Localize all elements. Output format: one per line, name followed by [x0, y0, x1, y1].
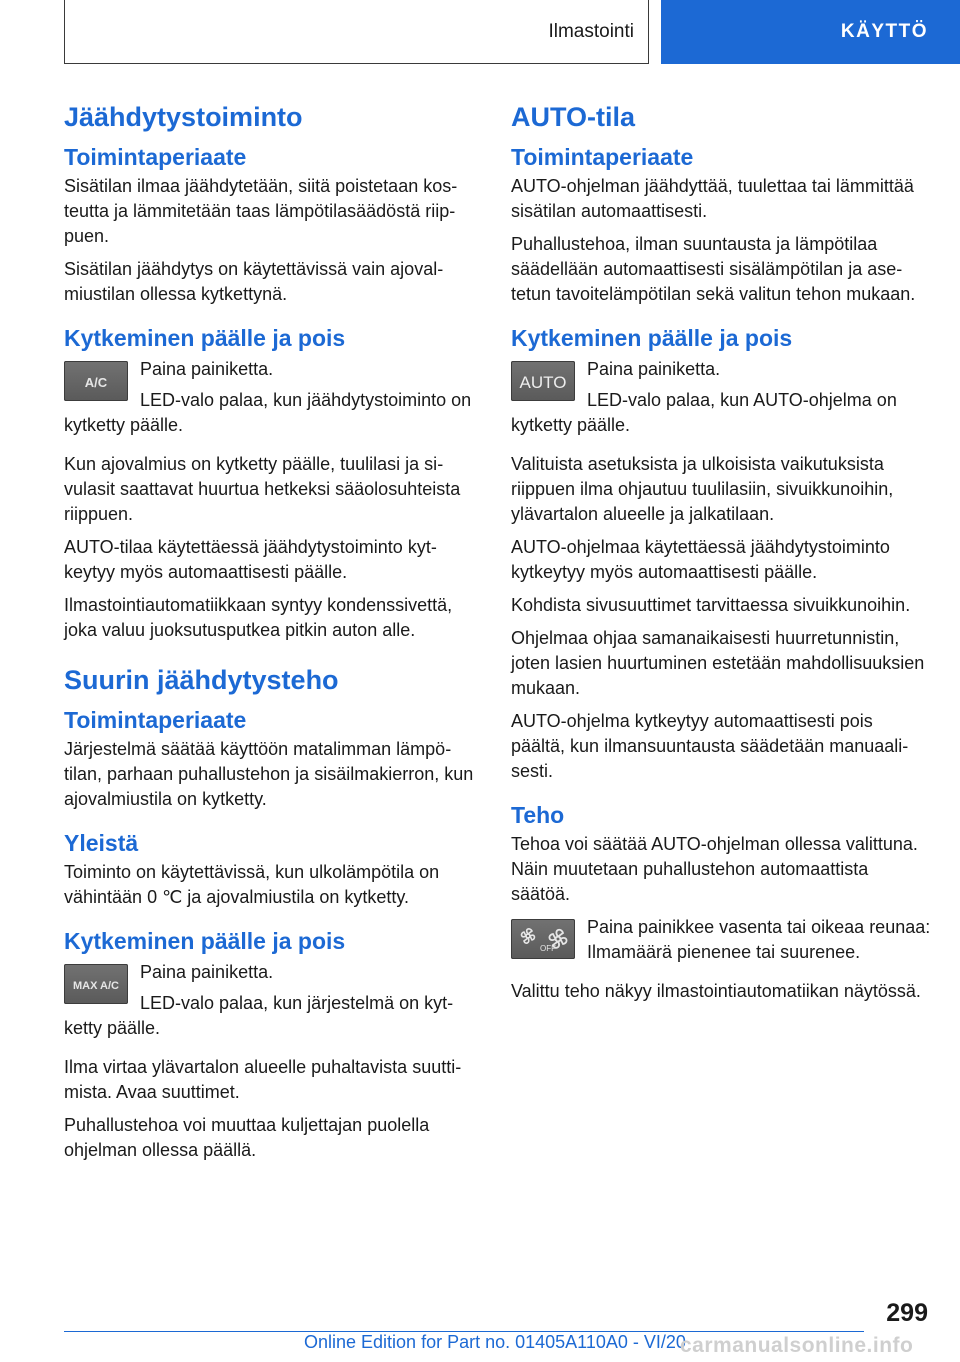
max-ac-button-icon — [64, 964, 128, 1004]
fan-off-label: OFF — [540, 944, 556, 953]
heading-general: Yleistä — [64, 830, 139, 856]
heading-principle: Toimintaperiaate — [511, 144, 694, 170]
heading-teho: Teho — [511, 802, 565, 828]
paragraph: AUTO-tilaa käytettäessä jäähdytystoiminto kytkeytyy myös automaattisesti päälle. — [64, 537, 437, 582]
press-instruction: Paina painiketta. — [140, 359, 274, 379]
heading-principle: Toimintaperiaate — [64, 144, 247, 170]
section-title-max-cooling: Suurin jäähdytysteho — [64, 665, 339, 695]
press-instruction: Paina painiketta. — [587, 359, 721, 379]
paragraph: Tehoa voi säätää AUTO-ohjelman ollessa valittuna. Näin muutetaan puhallustehon automaattista säätöä. — [511, 834, 918, 904]
footer-edition: Online Edition for Part no. 01405A110A0 - VI/20 — [304, 1332, 686, 1352]
led-instruction: LED-valo palaa, kun järjestelmä on kytketty päälle. — [64, 993, 454, 1038]
paragraph: Toiminto on käytettävissä, kun ulkolämpötila on vähintään 0 ℃ ja ajovalmiustila on kytketty. — [64, 862, 440, 907]
heading-switch: Kytkeminen päälle ja pois — [64, 325, 346, 351]
paragraph: Puhallustehoa voi muuttaa kuljettajan puolella ohjelman ollessa päällä. — [64, 1115, 430, 1160]
paragraph: Ilma virtaa ylävartalon alueelle puhaltavista suuttimista. Avaa suuttimet. — [64, 1057, 462, 1102]
left-column — [64, 100, 478, 1171]
section-title-auto: AUTO-tila — [511, 102, 636, 132]
button-instruction-max-ac — [64, 960, 478, 1047]
press-instruction: Paina painiketta. — [140, 962, 274, 982]
heading-switch: Kytkeminen päälle ja pois — [511, 325, 793, 351]
page-number: 299 — [886, 1299, 928, 1327]
auto-icon-label: AUTO — [519, 373, 567, 392]
header-section-title: Ilmastointi — [548, 20, 634, 42]
paragraph: AUTO-ohjelman jäähdyttää, tuulettaa tai lämmittää sisätilan automaattisesti. — [511, 176, 914, 221]
press-instruction: Paina painikkee vasenta tai oikeaa reunaa: Ilmamäärä pienenee tai suurenee. — [587, 917, 931, 962]
ac-button-icon — [64, 361, 128, 401]
paragraph: Valituista asetuksista ja ulkoisista vaikutuksista riippuen ilma ohjautuu tuulilasiin, sivuikkunoihin, ylävartalon alueelle ja jalkatilaan. — [511, 454, 894, 524]
footer-watermark: carmanualsonline.info — [680, 1334, 914, 1357]
button-instruction-fan — [511, 915, 931, 971]
auto-button-icon — [511, 361, 575, 401]
paragraph: Sisätilan ilmaa jäähdytetään, siitä poistetaan kosteutta ja lämmitetään taas lämpötilasäädöstä riippuen. — [64, 176, 458, 246]
button-instruction-ac — [64, 357, 478, 444]
button-instruction-auto — [511, 357, 931, 444]
heading-switch: Kytkeminen päälle ja pois — [64, 928, 346, 954]
section-title-cooling: Jäähdytystoiminto — [64, 102, 303, 132]
header-chapter-tab — [661, 0, 960, 64]
paragraph: Kohdista sivusuuttimet tarvittaessa sivuikkunoihin. — [511, 595, 911, 615]
paragraph: AUTO-ohjelmaa käytettäessä jäähdytystoiminto kytkeytyy myös automaattisesti päälle. — [511, 537, 890, 582]
max-ac-icon-label: MAX A/C — [72, 980, 120, 992]
paragraph: Järjestelmä säätää käyttöön matalimman lämpötilan, parhaan puhallustehon ja sisäilmakierron, kun ajovalmiustila on kytketty. — [64, 739, 474, 809]
right-column — [511, 100, 931, 1012]
paragraph: Puhallustehoa, ilman suuntausta ja lämpötilaa säädellään automaattisesti sisälämpötilan ja asetetun tavoitelämpötilan sekä valitun tehon mukaan. — [511, 234, 916, 304]
paragraph: Kun ajovalmius on kytketty päälle, tuulilasi ja sivulasit saattavat huurtua hetkeksi sääolosuhteista riippuen. — [64, 454, 461, 524]
heading-principle: Toimintaperiaate — [64, 707, 247, 733]
fan-button-icon — [511, 919, 575, 959]
led-instruction: LED-valo palaa, kun jäähdytystoiminto on kytketty päälle. — [64, 390, 472, 435]
paragraph: Ohjelmaa ohjaa samanaikaisesti huurretunnistin, joten lasien huurtuminen estetään mahdollisuuksien mukaan. — [511, 628, 925, 698]
paragraph: Sisätilan jäähdytys on käytettävissä vain ajovalmiustilan ollessa kytkettynä. — [64, 259, 444, 304]
led-instruction: LED-valo palaa, kun AUTO-ohjelma on kytketty päälle. — [511, 390, 897, 435]
paragraph: Valittu teho näkyy ilmastointiautomatiikan näytössä. — [511, 981, 921, 1001]
header-chapter-title: KÄYTTÖ — [840, 21, 928, 42]
ac-icon-label: A/C — [84, 375, 108, 390]
paragraph: AUTO-ohjelma kytkeytyy automaattisesti pois päältä, kun ilmansuuntausta säädetään manuaalisesti. — [511, 711, 909, 781]
header-section-box — [64, 0, 649, 64]
paragraph: Ilmastointiautomatiikkaan syntyy kondenssivettä, joka valuu juoksutusputkea pitkin auton alle. — [64, 595, 453, 640]
